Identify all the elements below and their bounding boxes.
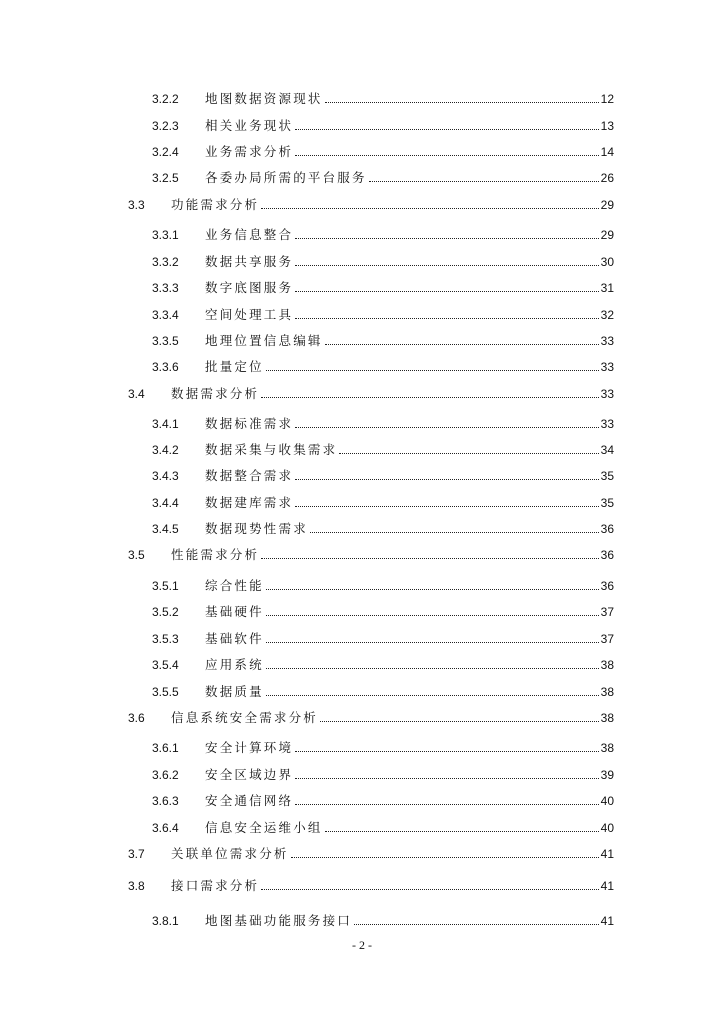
toc-entry[interactable] xyxy=(152,490,614,510)
toc-entry[interactable] xyxy=(152,222,614,242)
toc-entry-number: 3.2.3 xyxy=(152,119,179,133)
toc-entry-page: 33 xyxy=(600,334,614,348)
toc-entry-title: 综合性能 xyxy=(205,578,264,593)
toc-entry-title: 信息安全运维小组 xyxy=(205,820,323,835)
toc-entry-title: 相关业务现状 xyxy=(205,118,294,133)
toc-entry-number: 3.6.4 xyxy=(152,821,179,835)
toc-entry-page: 35 xyxy=(600,496,614,510)
toc-entry-title: 数据需求分析 xyxy=(171,386,260,401)
toc-entry-number: 3.5.1 xyxy=(152,579,179,593)
toc-dot-leader xyxy=(266,370,599,371)
toc-entry-page: 36 xyxy=(600,548,614,562)
toc-entry-page: 37 xyxy=(600,605,614,619)
toc-entry-page: 41 xyxy=(600,879,614,893)
toc-entry-title: 空间处理工具 xyxy=(205,307,294,322)
toc-entry-title: 信息系统安全需求分析 xyxy=(171,710,319,725)
toc-entry[interactable] xyxy=(152,249,614,269)
toc-entry-number: 3.5.4 xyxy=(152,658,179,672)
toc-entry-page: 33 xyxy=(600,360,614,374)
toc-entry[interactable] xyxy=(128,192,614,212)
toc-dot-leader xyxy=(266,642,599,643)
toc-entry-page: 39 xyxy=(600,768,614,782)
toc-entry-title: 应用系统 xyxy=(205,657,264,672)
toc-dot-leader xyxy=(261,397,598,398)
toc-dot-leader xyxy=(325,344,599,345)
toc-entry[interactable] xyxy=(152,652,614,672)
toc-entry-page: 31 xyxy=(600,281,614,295)
toc-entry-title: 数字底图服务 xyxy=(205,280,294,295)
toc-entry-number: 3.6.2 xyxy=(152,768,179,782)
toc-entry-page: 40 xyxy=(600,821,614,835)
toc-entry[interactable] xyxy=(152,113,614,133)
toc-entry-page: 33 xyxy=(600,387,614,401)
toc-entry-number: 3.7 xyxy=(128,847,145,861)
toc-entry-number: 3.5.3 xyxy=(152,632,179,646)
toc-dot-leader xyxy=(339,453,598,454)
toc-entry-number: 3.8 xyxy=(128,879,145,893)
toc-entry-number: 3.5.5 xyxy=(152,685,179,699)
toc-dot-leader xyxy=(325,102,599,103)
toc-dot-leader xyxy=(295,291,598,292)
toc-entry-title: 业务信息整合 xyxy=(205,227,294,242)
toc-dot-leader xyxy=(295,427,598,428)
toc-entry-page: 40 xyxy=(600,794,614,808)
toc-entry[interactable] xyxy=(128,873,614,893)
toc-entry-title: 地理位置信息编辑 xyxy=(205,333,323,348)
toc-entry-number: 3.3 xyxy=(128,198,145,212)
toc-entry-page: 41 xyxy=(600,914,614,928)
toc-entry-page: 38 xyxy=(600,658,614,672)
toc-entry-number: 3.3.3 xyxy=(152,281,179,295)
toc-entry[interactable] xyxy=(128,381,614,401)
toc-entry-number: 3.6.1 xyxy=(152,741,179,755)
toc-entry[interactable] xyxy=(152,165,614,185)
toc-dot-leader xyxy=(266,695,599,696)
toc-entry-number: 3.4.3 xyxy=(152,469,179,483)
toc-entry-number: 3.4.2 xyxy=(152,443,179,457)
toc-entry-title: 性能需求分析 xyxy=(171,547,260,562)
toc-entry-page: 37 xyxy=(600,632,614,646)
toc-dot-leader xyxy=(291,857,599,858)
page-number: - 2 - xyxy=(352,938,372,952)
toc-entry[interactable] xyxy=(152,86,614,106)
toc-entry[interactable] xyxy=(152,139,614,159)
toc-dot-leader xyxy=(295,155,598,156)
toc-entry[interactable] xyxy=(152,328,614,348)
toc-entry-number: 3.4 xyxy=(128,387,145,401)
toc-entry-title: 接口需求分析 xyxy=(171,878,260,893)
toc-entry-title: 功能需求分析 xyxy=(171,197,260,212)
toc-dot-leader xyxy=(266,615,599,616)
toc-dot-leader xyxy=(295,479,598,480)
toc-dot-leader xyxy=(295,804,598,805)
toc-entry-title: 地图数据资源现状 xyxy=(205,91,323,106)
toc-entry-page: 29 xyxy=(600,198,614,212)
toc-entry-page: 33 xyxy=(600,417,614,431)
toc-entry-title: 基础硬件 xyxy=(205,604,264,619)
toc-dot-leader xyxy=(266,668,599,669)
toc-entry-page: 34 xyxy=(600,443,614,457)
toc-dot-leader xyxy=(261,558,598,559)
toc-entry-page: 35 xyxy=(600,469,614,483)
toc-entry-number: 3.4.1 xyxy=(152,417,179,431)
toc-entry[interactable] xyxy=(152,275,614,295)
toc-entry[interactable] xyxy=(152,762,614,782)
toc-entry-page: 38 xyxy=(600,711,614,725)
toc-dot-leader xyxy=(295,265,598,266)
toc-entry-number: 3.8.1 xyxy=(152,914,179,928)
toc-entry[interactable] xyxy=(152,354,614,374)
toc-entry-number: 3.3.1 xyxy=(152,228,179,242)
toc-entry-page: 30 xyxy=(600,255,614,269)
toc-dot-leader xyxy=(369,181,599,182)
toc-entry-title: 业务需求分析 xyxy=(205,144,294,159)
toc-entry-page: 36 xyxy=(600,522,614,536)
toc-entry-title: 关联单位需求分析 xyxy=(171,846,289,861)
toc-dot-leader xyxy=(295,238,598,239)
toc-entry-number: 3.5.2 xyxy=(152,605,179,619)
toc-entry[interactable] xyxy=(152,573,614,593)
toc-entry[interactable] xyxy=(152,679,614,699)
toc-entry-page: 41 xyxy=(600,847,614,861)
toc-entry-title: 安全区域边界 xyxy=(205,767,294,782)
toc-entry[interactable] xyxy=(152,516,614,536)
toc-entry-title: 数据整合需求 xyxy=(205,468,294,483)
toc-entry-number: 3.4.4 xyxy=(152,496,179,510)
toc-dot-leader xyxy=(354,924,599,925)
toc-entry-number: 3.4.5 xyxy=(152,522,179,536)
toc-entry-page: 14 xyxy=(600,145,614,159)
toc-entry-title: 各委办局所需的平台服务 xyxy=(205,170,367,185)
toc-dot-leader xyxy=(266,589,599,590)
toc-entry-title: 数据现势性需求 xyxy=(205,521,308,536)
toc-entry[interactable] xyxy=(152,788,614,808)
toc-entry-title: 地图基础功能服务接口 xyxy=(205,913,353,928)
toc-entry-title: 基础软件 xyxy=(205,631,264,646)
toc-entry-number: 3.6 xyxy=(128,711,145,725)
toc-entry-number: 3.3.6 xyxy=(152,360,179,374)
toc-entry[interactable] xyxy=(152,463,614,483)
toc-entry-page: 29 xyxy=(600,228,614,242)
toc-dot-leader xyxy=(261,889,598,890)
toc-entry[interactable] xyxy=(152,815,614,835)
toc-entry-number: 3.2.2 xyxy=(152,92,179,106)
toc-dot-leader xyxy=(325,831,599,832)
toc-entry-title: 数据采集与收集需求 xyxy=(205,442,338,457)
toc-dot-leader xyxy=(295,129,598,130)
toc-dot-leader xyxy=(295,506,598,507)
toc-entry-page: 38 xyxy=(600,685,614,699)
toc-entry[interactable] xyxy=(128,841,614,861)
toc-entry-title: 安全计算环境 xyxy=(205,740,294,755)
toc-entry-page: 36 xyxy=(600,579,614,593)
toc-entry-page: 13 xyxy=(600,119,614,133)
toc-entry[interactable] xyxy=(152,411,614,431)
toc-entry-number: 3.3.4 xyxy=(152,308,179,322)
toc-entry[interactable] xyxy=(128,705,614,725)
toc-entry-page: 12 xyxy=(600,92,614,106)
toc-entry-page: 32 xyxy=(600,308,614,322)
toc-dot-leader xyxy=(295,778,598,779)
toc-dot-leader xyxy=(310,532,599,533)
toc-entry-number: 3.2.5 xyxy=(152,171,179,185)
toc-entry-number: 3.2.4 xyxy=(152,145,179,159)
toc-dot-leader xyxy=(320,721,599,722)
toc-entry[interactable] xyxy=(152,626,614,646)
toc-dot-leader xyxy=(261,208,598,209)
toc-entry-number: 3.3.2 xyxy=(152,255,179,269)
toc-dot-leader xyxy=(295,751,598,752)
toc-entry[interactable] xyxy=(152,437,614,457)
toc-entry-number: 3.6.3 xyxy=(152,794,179,808)
toc-entry[interactable] xyxy=(152,908,614,928)
toc-entry[interactable] xyxy=(128,542,614,562)
toc-dot-leader xyxy=(295,318,598,319)
toc-entry-title: 安全通信网络 xyxy=(205,793,294,808)
toc-entry-title: 数据质量 xyxy=(205,684,264,699)
toc-entry[interactable] xyxy=(152,302,614,322)
toc-entry-title: 批量定位 xyxy=(205,359,264,374)
toc-entry-number: 3.3.5 xyxy=(152,334,179,348)
toc-entry-title: 数据共享服务 xyxy=(205,254,294,269)
toc-entry-title: 数据标准需求 xyxy=(205,416,294,431)
toc-entry-page: 26 xyxy=(600,171,614,185)
toc-entry[interactable] xyxy=(152,599,614,619)
toc-entry[interactable] xyxy=(152,735,614,755)
toc-entry-page: 38 xyxy=(600,741,614,755)
toc-entry-title: 数据建库需求 xyxy=(205,495,294,510)
toc-entry-number: 3.5 xyxy=(128,548,145,562)
